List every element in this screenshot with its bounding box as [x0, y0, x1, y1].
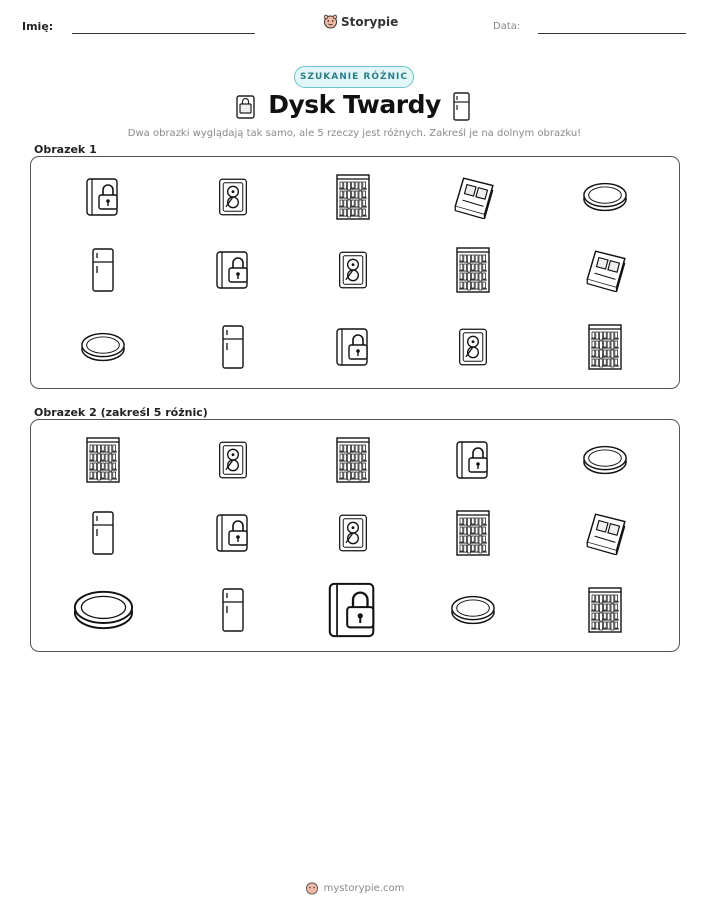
coin-icon — [79, 330, 127, 368]
bookshelf-icon[interactable] — [583, 586, 627, 638]
footer — [0, 881, 709, 895]
date-line[interactable] — [538, 33, 686, 34]
fridge-icon[interactable] — [88, 510, 118, 560]
fridge-icon[interactable] — [218, 587, 248, 637]
coin-icon — [581, 180, 629, 218]
lock-book-icon[interactable] — [324, 578, 382, 646]
bookshelf-icon[interactable] — [81, 436, 125, 488]
brand-logo — [323, 14, 398, 29]
lock-book-icon — [333, 325, 373, 373]
lock-book-icon — [83, 175, 123, 223]
device-book-icon[interactable] — [581, 511, 629, 559]
coin-icon[interactable] — [71, 587, 136, 637]
hard-drive-icon — [337, 246, 369, 298]
storypie-logo-icon — [323, 14, 338, 29]
storypie-footer-icon — [305, 881, 319, 895]
bookshelf-icon — [583, 323, 627, 375]
page-title: Dysk Twardy — [268, 90, 441, 119]
hard-drive-icon[interactable] — [217, 436, 249, 488]
date-label: Data: — [493, 21, 521, 32]
device-book-icon — [449, 175, 497, 223]
panel-2[interactable] — [30, 419, 680, 652]
brand-name: Storypie — [341, 14, 399, 29]
bookshelf-icon — [331, 173, 375, 225]
instructions: Dwa obrazki wyglądają tak samo, ale 5 rzeczy jest różnych. Zakreśl je na dolnym obrazku! — [127, 128, 582, 139]
device-book-icon — [581, 248, 629, 296]
bookshelf-icon[interactable] — [451, 509, 495, 561]
footer-url: mystorypie.com — [323, 882, 405, 894]
bookshelf-icon — [451, 246, 495, 298]
lock-book-icon[interactable] — [213, 511, 253, 559]
title-right-icon — [450, 91, 474, 127]
name-line[interactable] — [72, 33, 255, 34]
lock-book-icon — [213, 248, 253, 296]
coin-icon[interactable] — [581, 443, 629, 481]
panel-1-label: Obrazek 1 — [34, 143, 97, 156]
coin-icon[interactable] — [449, 593, 497, 631]
hard-drive-icon — [217, 173, 249, 225]
panel-2-label: Obrazek 2 (zakreśl 5 różnic) — [34, 406, 208, 419]
fridge-icon — [88, 247, 118, 297]
bookshelf-icon[interactable] — [331, 436, 375, 488]
lock-book-icon[interactable] — [453, 438, 493, 486]
panel-1 — [30, 156, 680, 389]
hard-drive-icon — [457, 323, 489, 375]
hard-drive-icon[interactable] — [337, 509, 369, 561]
fridge-icon — [218, 324, 248, 374]
worksheet-type-badge: SZUKANIE RÓŻNIC — [294, 66, 414, 88]
name-label: Imię: — [22, 20, 54, 33]
